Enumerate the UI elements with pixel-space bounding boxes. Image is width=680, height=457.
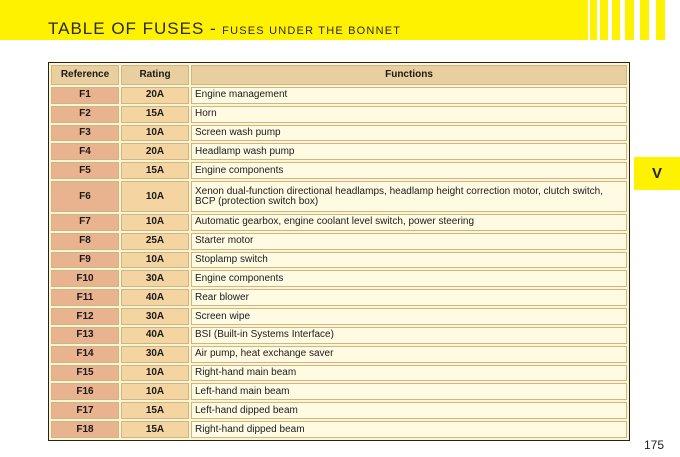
fuse-rating: 40A: [121, 327, 189, 344]
fuse-function: Horn: [191, 106, 627, 123]
fuse-reference: F7: [51, 214, 119, 231]
fuse-rating: 10A: [121, 383, 189, 400]
table-header-row: [51, 65, 627, 85]
fuse-function: Stoplamp switch: [191, 252, 627, 269]
fuse-rating: 30A: [121, 346, 189, 363]
fuse-function: Headlamp wash pump: [191, 143, 627, 160]
fuse-reference: F8: [51, 233, 119, 250]
fuse-function: Left-hand main beam: [191, 383, 627, 400]
table-row: [51, 308, 627, 325]
fuse-rating: 20A: [121, 143, 189, 160]
fuse-rating: 10A: [121, 181, 189, 212]
fuse-rating: 30A: [121, 308, 189, 325]
fuse-function: Engine management: [191, 87, 627, 104]
fuse-rating: 15A: [121, 421, 189, 438]
fuse-function: Engine components: [191, 162, 627, 179]
fuse-rating: 15A: [121, 106, 189, 123]
title-subtitle: FUSES UNDER THE BONNET: [222, 25, 402, 37]
table-row: [51, 346, 627, 363]
table-row: [51, 270, 627, 287]
fuse-function: Rear blower: [191, 289, 627, 306]
title-main: TABLE OF FUSES -: [48, 19, 217, 38]
fuse-reference: F1: [51, 87, 119, 104]
fuse-rating: 20A: [121, 87, 189, 104]
fuse-rating: 10A: [121, 125, 189, 142]
fuse-reference: F3: [51, 125, 119, 142]
page-title: [48, 19, 401, 39]
fuse-rating: 15A: [121, 402, 189, 419]
fuse-rating: 40A: [121, 289, 189, 306]
table-row: [51, 181, 627, 212]
chapter-tab-label: V: [651, 165, 662, 182]
fuse-reference: F9: [51, 252, 119, 269]
fuse-reference: F17: [51, 402, 119, 419]
fuse-rating: 10A: [121, 252, 189, 269]
fuse-function: Right-hand dipped beam: [191, 421, 627, 438]
fuse-rating: 10A: [121, 365, 189, 382]
fuse-function: Xenon dual-function directional headlamps, headlamp height correction motor, clutch switch, BCP (protection switch box): [191, 181, 627, 212]
fuse-function: Air pump, heat exchange saver: [191, 346, 627, 363]
fuse-reference: F14: [51, 346, 119, 363]
fuse-reference: F13: [51, 327, 119, 344]
column-header-functions: Functions: [191, 65, 627, 85]
fuse-reference: F5: [51, 162, 119, 179]
fuse-table-frame: [48, 62, 630, 441]
table-row: [51, 383, 627, 400]
fuse-reference: F2: [51, 106, 119, 123]
fuse-reference: F16: [51, 383, 119, 400]
table-row: [51, 87, 627, 104]
fuse-rating: 10A: [121, 214, 189, 231]
table-row: [51, 143, 627, 160]
fuse-function: Starter motor: [191, 233, 627, 250]
table-body: [51, 87, 627, 438]
column-header-rating: Rating: [121, 65, 189, 85]
fuse-function: Screen wash pump: [191, 125, 627, 142]
fuse-table: [49, 63, 629, 440]
table-row: [51, 252, 627, 269]
fuse-function: Engine components: [191, 270, 627, 287]
decorative-stripes: [585, 0, 680, 40]
table-row: [51, 365, 627, 382]
column-header-reference: Reference: [51, 65, 119, 85]
table-row: [51, 421, 627, 438]
fuse-function: Right-hand main beam: [191, 365, 627, 382]
table-row: [51, 402, 627, 419]
page-number: 175: [644, 438, 665, 452]
fuse-rating: 30A: [121, 270, 189, 287]
fuse-function: Left-hand dipped beam: [191, 402, 627, 419]
fuse-reference: F6: [51, 181, 119, 212]
table-row: [51, 233, 627, 250]
table-row: [51, 327, 627, 344]
table-row: [51, 214, 627, 231]
fuse-function: Automatic gearbox, engine coolant level switch, power steering: [191, 214, 627, 231]
table-row: [51, 125, 627, 142]
fuse-reference: F18: [51, 421, 119, 438]
fuse-reference: F15: [51, 365, 119, 382]
fuse-rating: 25A: [121, 233, 189, 250]
fuse-rating: 15A: [121, 162, 189, 179]
table-row: [51, 106, 627, 123]
fuse-reference: F11: [51, 289, 119, 306]
table-row: [51, 289, 627, 306]
fuse-reference: F12: [51, 308, 119, 325]
fuse-reference: F4: [51, 143, 119, 160]
fuse-function: Screen wipe: [191, 308, 627, 325]
chapter-tab: [634, 157, 680, 190]
fuse-function: BSI (Built-in Systems Interface): [191, 327, 627, 344]
fuse-reference: F10: [51, 270, 119, 287]
table-row: [51, 162, 627, 179]
